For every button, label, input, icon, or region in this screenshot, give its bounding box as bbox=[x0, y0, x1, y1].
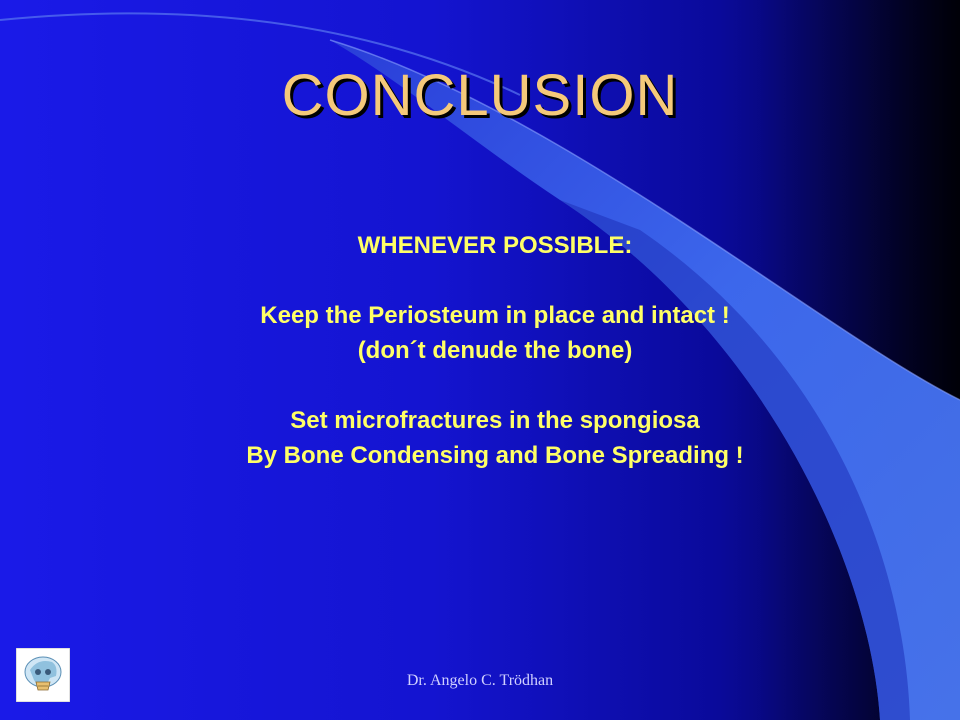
footer-author: Dr. Angelo C. Trödhan bbox=[406, 672, 554, 689]
body-line-denude: (don´t denude the bone) bbox=[357, 337, 633, 364]
body-line-heading: WHENEVER POSSIBLE: bbox=[357, 232, 633, 259]
body-line-periosteum: Keep the Periosteum in place and intact ! bbox=[260, 302, 730, 329]
body-line-spacer bbox=[0, 368, 960, 403]
body-line-microfractures: Set microfractures in the spongiosa bbox=[290, 407, 700, 434]
slide-body bbox=[0, 228, 960, 473]
slide-title: CONCLUSION bbox=[281, 63, 679, 128]
body-line-spacer bbox=[0, 263, 960, 298]
body-line-condensing: By Bone Condensing and Bone Spreading ! bbox=[246, 442, 744, 469]
